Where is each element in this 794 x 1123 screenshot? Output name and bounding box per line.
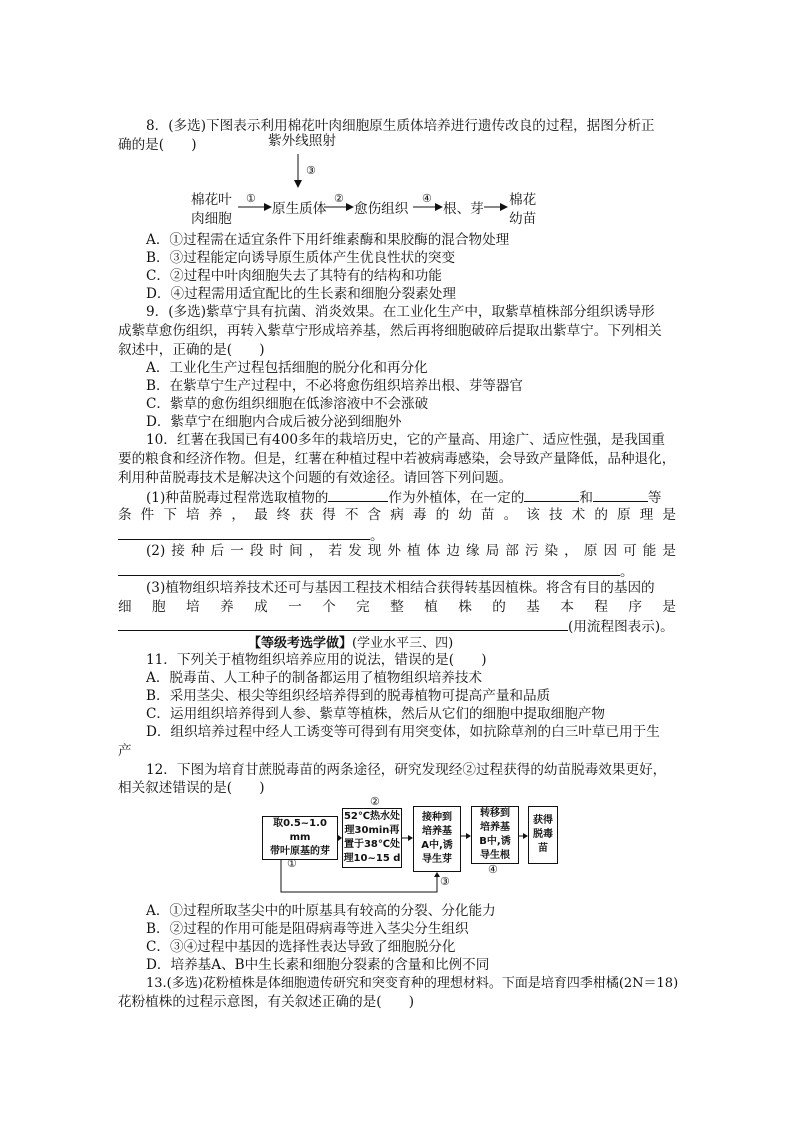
box-text: 导生芽	[421, 854, 452, 865]
q11-option-b: B．采用茎尖、根尖等组织经培养得到的脱毒植物可提高产量和品质	[146, 688, 551, 704]
box-text: 导生根	[479, 850, 510, 861]
q10-part1-text-a: (1)种苗脱毒过程常选取植物的	[146, 490, 329, 506]
step-2-marker: ②	[334, 192, 344, 205]
q12-option-c: C．③④过程中基因的选择性表达导致了细胞脱分化	[146, 939, 456, 955]
q10-part3-end: (用流程图表示)。	[568, 619, 674, 635]
uv-label: 紫外线照射	[268, 133, 336, 149]
q9-stem-3: 叙述中，正确的是( )	[118, 342, 265, 358]
q8-option-a: A．①过程需在适宜条件下用纤维素酶和果胶酶的混合物处理	[146, 232, 510, 248]
step-2-marker: ②	[370, 795, 380, 808]
step-3-marker: ③	[440, 875, 450, 888]
q9-stem-2: 成紫草愈伤组织，再转入紫草宁形成培养基，然后再将细胞破碎后提取出紫草宁。下列相关	[118, 323, 662, 339]
box-text: 培养基	[421, 826, 452, 837]
q10-stem-1: 10．红薯在我国已有400多年的栽培历史，它的产量高、用途广、适应性强，是我国重	[146, 432, 666, 448]
q11-option-d-cont: 产	[118, 743, 132, 759]
box-text: 取0.5~1.0 mm	[273, 818, 327, 843]
q8-stem: 8．(多选)下图表示利用棉花叶肉细胞原生质体培养进行遗传改良的过程，据图分析正	[146, 118, 655, 134]
q9-stem-1: 9．(多选)紫草宁具有抗菌、消炎效果。在工业化生产中，取紫草植株部分组织诱导形	[146, 304, 655, 320]
q13-stem-1: 13.(多选)花粉植株是体细胞遗传研究和突变育种的理想材料。下面是培育四季柑橘(2N＝18)	[146, 976, 679, 991]
cotton-leaf-label-1: 棉花叶	[191, 192, 232, 208]
box-text: 52℃热水处	[343, 811, 400, 822]
q10-stem-2: 要的粮食和经济作物。但是，红薯在种植过程中若被病毒感染，会导致产量降低，品种退化，	[118, 451, 676, 467]
protoplast-label: 原生质体	[272, 201, 327, 217]
q10-part1-text-c: 和	[579, 490, 593, 506]
box-text: B中,诱	[479, 836, 511, 847]
box-text: 脱毒	[533, 829, 553, 840]
q12-option-a: A．①过程所取茎尖中的叶原基具有较高的分裂、分化能力	[146, 903, 496, 919]
q13-stem-2: 花粉植株的过程示意图，有关叙述正确的是( )	[118, 994, 415, 1010]
box-text: 培养基	[479, 822, 510, 833]
q9-option-d: D．紫草宁在细胞内合成后被分泌到细胞外	[146, 414, 402, 430]
q10-part2-line1: (2)接种后一段时间，若发现外植体边缘局部污染，原因可能是	[146, 543, 676, 559]
q12-stem-2: 相关叙述错误的是( )	[118, 780, 265, 796]
section-title: 【等级考选学做】	[248, 636, 353, 651]
callus-label: 愈伤组织	[354, 201, 409, 217]
section-level: (学业水平三、四)	[352, 636, 454, 651]
q8-option-d: D．④过程需用适宜配比的生长素和细胞分裂素处理	[146, 286, 456, 302]
q12-stem-1: 12．下图为培育甘蔗脱毒苗的两条途径，研究发现经②过程获得的幼苗脱毒效果更好，	[146, 762, 667, 778]
q10-part3-line1: (3)植物组织培养技术还可与基因工程技术相结合获得转基因植株。将含有目的基因的	[146, 580, 655, 596]
box-text: 置于38℃处	[343, 839, 400, 850]
q10-part1-end: 。	[370, 528, 384, 544]
q10-part2-end: 。	[620, 564, 634, 580]
q10-part1-text-d: 等	[647, 490, 662, 506]
q9-option-a: A．工业化生产过程包括细胞的脱分化和再分化	[146, 360, 428, 376]
seedling-label-1: 棉花	[509, 192, 537, 208]
q10-part1-line2: 条件下培养，最终获得不含病毒的幼苗。该技术的原理是	[118, 507, 676, 523]
step-3-marker: ③	[306, 164, 316, 177]
box-text: A中,诱	[421, 840, 453, 851]
step-1-marker: ①	[246, 192, 256, 205]
box-text: 转移到	[479, 808, 510, 819]
q11-option-c: C．运用组织培养得到人参、紫草等植株，然后从它们的细胞中提取细胞产物	[146, 706, 605, 722]
q10-part1-text-b: 作为外植体，在一定的	[388, 490, 525, 506]
box-text: 苗	[538, 843, 548, 854]
q8-stem-cont: 确的是( )	[118, 137, 197, 153]
q11-stem: 11．下列关于植物组织培养应用的说法，错误的是( )	[146, 652, 487, 668]
q8-option-c: C．②过程中叶肉细胞失去了其特有的结构和功能	[146, 268, 442, 284]
cotton-leaf-label-2: 肉细胞	[191, 211, 232, 227]
q9-option-c: C．紫草的愈伤组织细胞在低渗溶液中不会涨破	[146, 396, 429, 412]
box-text: 带叶原基的芽	[270, 846, 330, 857]
q8-option-b: B．③过程能定向诱导原生质体产生优良性状的突变	[146, 250, 456, 266]
q11-option-a: A．脱毒苗、人工种子的制备都运用了植物组织培养技术	[146, 670, 483, 686]
step-4-marker: ④	[488, 863, 498, 876]
q12-option-b: B．②过程的作用可能是阻碍病毒等进入茎尖分生组织	[146, 921, 469, 937]
step-4-marker: ④	[422, 192, 432, 205]
q9-option-b: B．在紫草宁生产过程中，不必将愈伤组织培养出根、芽等器官	[146, 378, 524, 394]
root-bud-label: 根、芽	[443, 201, 484, 217]
q11-option-d: D．组织培养过程中经人工诱变等可得到有用突变体，如抗除草剂的白三叶草已用于生	[146, 724, 660, 740]
seedling-label-2: 幼苗	[509, 211, 537, 227]
box-text: 获得	[533, 815, 553, 826]
box-text: 理10~15 d	[343, 853, 401, 864]
box-text: 理30min再	[344, 825, 400, 836]
q10-part3-line2: 细胞培养成一个完整植株的基本程序是	[118, 599, 676, 615]
step-1-marker: ①	[287, 857, 297, 870]
box-text: 接种到	[421, 812, 452, 823]
q10-stem-3: 利用种苗脱毒技术是解决这个问题的有效途径。请回答下列问题。	[118, 470, 513, 486]
q12-option-d: D．培养基A、B中生长素和细胞分裂素的含量和比例不同	[146, 957, 490, 973]
